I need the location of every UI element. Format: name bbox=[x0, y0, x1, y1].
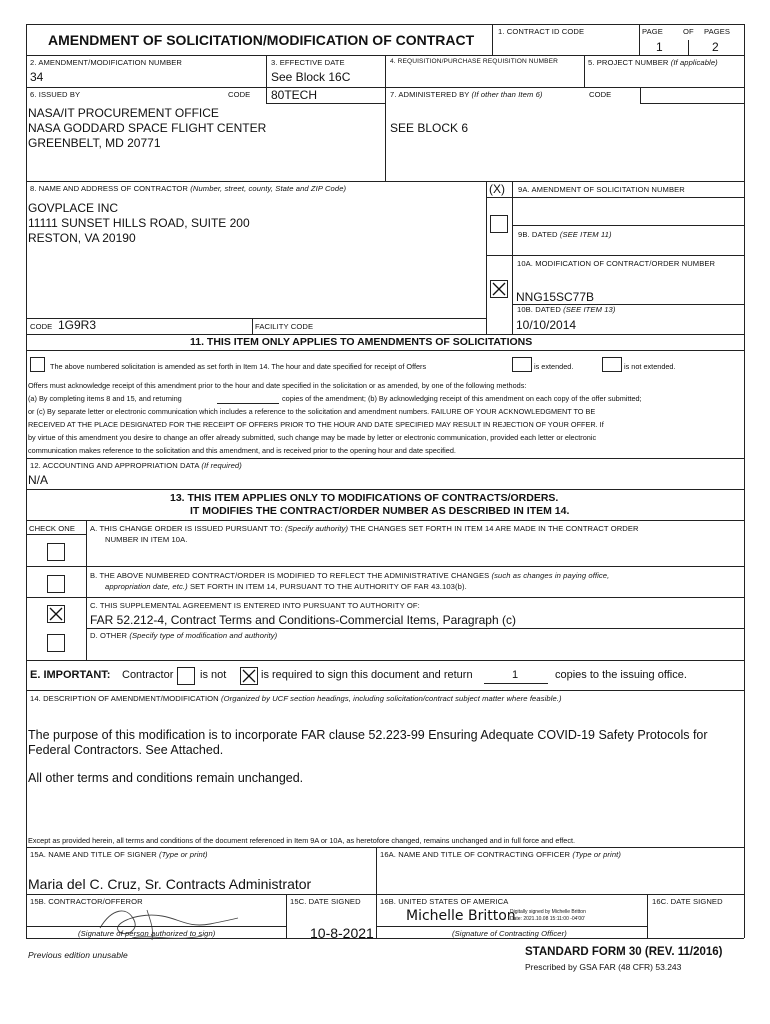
usa-label: 16B. UNITED STATES OF AMERICA bbox=[380, 897, 509, 906]
important-label: E. IMPORTANT: bbox=[30, 669, 111, 681]
divider bbox=[647, 894, 648, 938]
contractor-line-3: RESTON, VA 20190 bbox=[28, 231, 136, 245]
divider bbox=[26, 350, 744, 351]
block-10a-label: 10A. MODIFICATION OF CONTRACT/ORDER NUMBER bbox=[517, 259, 716, 268]
page-label: PAGE bbox=[642, 27, 663, 36]
co-signature-caption: (Signature of Contracting Officer) bbox=[452, 929, 567, 938]
item-13c-label: C. THIS SUPPLEMENTAL AGREEMENT IS ENTERED INTO PURSUANT TO AUTHORITY OF: bbox=[90, 601, 420, 610]
contractor-date-value: 10-8-2021 bbox=[310, 925, 374, 941]
x-column-label: (X) bbox=[489, 182, 505, 196]
item-13-title-2: IT MODIFIES THE CONTRACT/ORDER NUMBER AS DESCRIBED IN ITEM 14. bbox=[190, 505, 570, 517]
divider bbox=[26, 181, 744, 182]
issued-by-label: 6. ISSUED BY bbox=[30, 90, 81, 99]
x-mark-icon bbox=[242, 669, 256, 683]
signer-name-label: 15A. NAME AND TITLE OF SIGNER (Type or print) bbox=[30, 850, 208, 859]
x-mark-icon bbox=[492, 282, 506, 296]
divider bbox=[266, 103, 385, 104]
item-11-line-7: communication makes reference to the solicitation and this amendment, and is received prior to the opening hour and date specified. bbox=[28, 446, 456, 455]
is-required-checkbox[interactable] bbox=[240, 667, 258, 685]
divider bbox=[512, 225, 744, 226]
effective-date-value: See Block 16C bbox=[271, 70, 351, 84]
block-10-checkbox[interactable] bbox=[490, 280, 508, 298]
divider bbox=[252, 318, 253, 334]
contractor-line-2: 11111 SUNSET HILLS ROAD, SUITE 200 bbox=[28, 216, 250, 230]
issued-code-label: CODE bbox=[228, 90, 251, 99]
prescribed-by: Prescribed by GSA FAR (48 CFR) 53.243 bbox=[525, 962, 682, 972]
is-not-extended-checkbox[interactable] bbox=[602, 357, 622, 372]
issued-by-line-3: GREENBELT, MD 20771 bbox=[28, 136, 161, 150]
pages-label: PAGES bbox=[704, 27, 731, 36]
previous-edition: Previous edition unusable bbox=[28, 950, 128, 960]
divider bbox=[376, 847, 377, 938]
divider bbox=[492, 24, 493, 55]
item-12-value: N/A bbox=[28, 473, 49, 487]
item-11-line-6: by virtue of this amendment you desire to change an offer already submitted, such change may be made by letter or electronic communication, provided each letter or electronic bbox=[28, 433, 597, 442]
block-10b-label: 10B. DATED (SEE ITEM 13) bbox=[517, 305, 616, 314]
check-one-label: CHECK ONE bbox=[29, 524, 76, 533]
block-9a-label: 9A. AMENDMENT OF SOLICITATION NUMBER bbox=[518, 185, 685, 194]
x-mark-icon bbox=[49, 607, 63, 621]
amendment-number-label: 2. AMENDMENT/MODIFICATION NUMBER bbox=[30, 58, 182, 67]
divider bbox=[26, 534, 86, 535]
form-number: STANDARD FORM 30 (REV. 11/2016) bbox=[525, 946, 723, 958]
divider bbox=[26, 566, 744, 567]
item-11-checkbox[interactable] bbox=[30, 357, 45, 372]
divider bbox=[26, 489, 744, 490]
contractor-line-1: GOVPLACE INC bbox=[28, 201, 119, 215]
item-13d-label: D. OTHER (Specify type of modification and authority) bbox=[90, 631, 278, 640]
contractor-signature-caption: (Signature of person authorized to sign) bbox=[78, 929, 216, 938]
important-contractor: Contractor bbox=[122, 669, 174, 681]
is-not-checkbox[interactable] bbox=[177, 667, 195, 685]
facility-code-label: FACILITY CODE bbox=[255, 322, 314, 331]
item-11-line-1: The above numbered solicitation is amended as set forth in Item 14. The hour and date specified for receipt of Offers bbox=[50, 362, 427, 371]
issued-code-value: 80TECH bbox=[271, 88, 318, 102]
item-14-para-2: All other terms and conditions remain unchanged. bbox=[28, 771, 304, 785]
is-extended-checkbox[interactable] bbox=[512, 357, 532, 372]
important-copies-to: copies to the issuing office. bbox=[555, 669, 687, 681]
item-11-line-2: Offers must acknowledge receipt of this amendment prior to the hour and date specified in the solicitation or as amended, by one of the following methods: bbox=[28, 381, 527, 390]
signature-line bbox=[376, 926, 647, 927]
frame-right bbox=[744, 24, 745, 938]
item-13b-checkbox[interactable] bbox=[47, 575, 65, 593]
item-12-label: 12. ACCOUNTING AND APPROPRIATION DATA (If required) bbox=[30, 461, 242, 470]
divider bbox=[26, 334, 744, 335]
admin-code-label: CODE bbox=[589, 90, 612, 99]
block-9-checkbox[interactable] bbox=[490, 215, 508, 233]
divider bbox=[266, 55, 267, 103]
block-10b-value: 10/10/2014 bbox=[516, 318, 577, 332]
divider bbox=[26, 894, 744, 895]
divider bbox=[688, 40, 689, 55]
is-not-extended-label: is not extended. bbox=[624, 362, 676, 371]
item-13a-line-2: NUMBER IN ITEM 10A. bbox=[105, 535, 188, 544]
pages-number: 2 bbox=[712, 40, 719, 54]
divider bbox=[26, 660, 744, 661]
item-13b-line-2: appropriation date, etc.) SET FORTH IN ITEM 14, PURSUANT TO THE AUTHORITY OF FAR 43.103(b). bbox=[105, 582, 467, 591]
contractor-code-value: 1G9R3 bbox=[58, 318, 97, 332]
signature-line bbox=[26, 926, 286, 927]
digital-signature-line-1: Digitally signed by Michelle Britton bbox=[510, 909, 586, 915]
important-copies: 1 bbox=[512, 669, 519, 681]
item-11-line-3b: copies of the amendment; (b) By acknowledging receipt of this amendment on each copy of the offer submitted; bbox=[282, 394, 642, 403]
contract-id-label: 1. CONTRACT ID CODE bbox=[498, 27, 585, 36]
form-title: AMENDMENT OF SOLICITATION/MODIFICATION OF CONTRACT bbox=[48, 32, 475, 48]
divider bbox=[385, 55, 386, 181]
important-is-required: is required to sign this document and return bbox=[261, 669, 473, 681]
divider bbox=[26, 597, 744, 598]
contractor-code-label: CODE bbox=[30, 322, 53, 331]
page-number: 1 bbox=[656, 40, 663, 54]
divider bbox=[512, 181, 513, 334]
item-14-para-1b: Federal Contractors. See Attached. bbox=[28, 743, 224, 757]
divider bbox=[486, 181, 487, 334]
issued-by-line-1: NASA/IT PROCUREMENT OFFICE bbox=[28, 106, 219, 120]
item-13a-line-1: A. THIS CHANGE ORDER IS ISSUED PURSUANT TO: (Specify authority) THE CHANGES SET FORTH IN ITEM 14 ARE MADE IN THE CONTRACT ORDER bbox=[90, 524, 639, 533]
divider bbox=[26, 847, 744, 848]
divider bbox=[486, 255, 744, 256]
copies-line bbox=[484, 683, 548, 684]
item-14-para-1a: The purpose of this modification is to incorporate FAR clause 52.223-99 Ensuring Adequate COVID-19 Safety Protocols for bbox=[28, 728, 708, 742]
administered-by-value: SEE BLOCK 6 bbox=[390, 121, 469, 135]
item-14-footer-note: Except as provided herein, all terms and conditions of the document referenced in Item 9A or 10A, as heretofore changed, remains unchanged and in full force and effect. bbox=[28, 836, 576, 845]
item-11-line-5: RECEIVED AT THE PLACE DESIGNATED FOR THE RECEIPT OF OFFERS PRIOR TO THE HOUR AND DATE SPECIFIED MAY RESULT IN REJECTION OF YOUR OFFER. If bbox=[28, 420, 604, 429]
item-13c-value: FAR 52.212-4, Contract Terms and Conditions-Commercial Items, Paragraph (c) bbox=[90, 613, 516, 627]
divider bbox=[86, 628, 744, 629]
contractor-date-label: 15C. DATE SIGNED bbox=[290, 897, 361, 906]
of-label: OF bbox=[683, 27, 694, 36]
important-is-not: is not bbox=[200, 669, 227, 681]
project-number-label: 5. PROJECT NUMBER (If applicable) bbox=[588, 58, 718, 67]
divider bbox=[26, 520, 744, 521]
item-11-line-4: or (c) By separate letter or electronic communication which includes a reference to the solicitation and amendment numbers. FAILURE OF YOUR ACKNOWLEDGMENT TO BE bbox=[28, 407, 596, 416]
item-13b-line-1: B. THE ABOVE NUMBERED CONTRACT/ORDER IS MODIFIED TO REFLECT THE ADMINISTRATIVE CHANGES (such as changes in paying office, bbox=[90, 571, 610, 580]
contractor-label: 8. NAME AND ADDRESS OF CONTRACTOR (Number, street, county, State and ZIP Code) bbox=[30, 184, 347, 193]
block-10a-value: NNG15SC77B bbox=[516, 290, 595, 304]
item-13a-checkbox[interactable] bbox=[47, 543, 65, 561]
divider bbox=[486, 197, 744, 198]
issued-by-line-2: NASA GODDARD SPACE FLIGHT CENTER bbox=[28, 121, 267, 135]
item-13c-checkbox[interactable] bbox=[47, 605, 65, 623]
divider bbox=[584, 55, 585, 87]
divider bbox=[286, 894, 287, 938]
item-14-label: 14. DESCRIPTION OF AMENDMENT/MODIFICATION (Organized by UCF section headings, including solicitation/contract subject matter where feasible.) bbox=[30, 694, 562, 703]
copies-blank bbox=[217, 403, 279, 404]
contracting-officer-label: 16A. NAME AND TITLE OF CONTRACTING OFFICER (Type or print) bbox=[380, 850, 621, 859]
item-11-title: 11. THIS ITEM ONLY APPLIES TO AMENDMENTS OF SOLICITATIONS bbox=[190, 336, 533, 348]
divider bbox=[640, 87, 641, 103]
requisition-label: 4. REQUISITION/PURCHASE REQUISITION NUMBER bbox=[390, 58, 558, 65]
signer-name-value: Maria del C. Cruz, Sr. Contracts Administrator bbox=[28, 876, 312, 892]
amendment-number-value: 34 bbox=[30, 70, 44, 84]
divider bbox=[26, 87, 744, 88]
co-date-label: 16C. DATE SIGNED bbox=[652, 897, 723, 906]
contractor-signature bbox=[92, 898, 242, 946]
administered-by-label: 7. ADMINISTERED BY (If other than Item 6) bbox=[390, 90, 543, 99]
divider bbox=[639, 24, 640, 55]
divider bbox=[26, 458, 744, 459]
frame-top bbox=[26, 24, 744, 25]
frame-left bbox=[26, 24, 27, 938]
item-13-title-1: 13. THIS ITEM APPLIES ONLY TO MODIFICATIONS OF CONTRACTS/ORDERS. bbox=[170, 492, 559, 504]
item-11-line-3a: (a) By completing items 8 and 15, and returning bbox=[28, 394, 182, 403]
divider bbox=[26, 690, 744, 691]
divider bbox=[640, 103, 744, 104]
divider bbox=[86, 520, 87, 660]
digital-signature-line-2: Date: 2021.10.08 15:11:00 -04'00' bbox=[510, 916, 585, 922]
effective-date-label: 3. EFFECTIVE DATE bbox=[271, 58, 345, 67]
block-9b-label: 9B. DATED (SEE ITEM 11) bbox=[518, 230, 612, 239]
is-extended-label: is extended. bbox=[534, 362, 574, 371]
contractor-signature-label: 15B. CONTRACTOR/OFFEROR bbox=[30, 897, 143, 906]
item-13d-checkbox[interactable] bbox=[47, 634, 65, 652]
co-signature-name: Michelle Britton bbox=[406, 908, 516, 924]
